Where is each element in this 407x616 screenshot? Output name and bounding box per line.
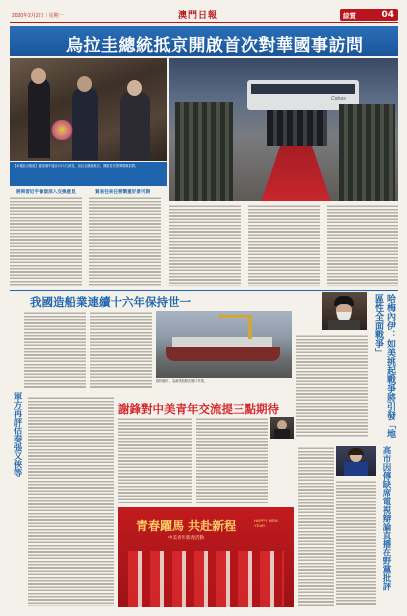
side-right2-body-2	[336, 480, 376, 606]
ship-deck	[172, 337, 272, 347]
story2-headline: 我國造船業連續十六年保持世一	[30, 295, 191, 309]
side-right2-photo	[336, 446, 376, 476]
person-head	[31, 68, 46, 84]
story2-caption: 資料圖片，為新造船舶在港口作業。	[156, 379, 207, 383]
story3-photo	[118, 507, 294, 607]
page-number: 04	[381, 9, 394, 20]
story3-photo-english: HAPPY NEW YEAR	[254, 518, 278, 528]
side-right-headline	[372, 294, 400, 444]
story1-photo-right	[169, 58, 398, 201]
bus-windows	[251, 84, 355, 94]
bus-sign: Cotrus	[331, 96, 346, 102]
red-carpet	[261, 140, 331, 201]
story3-photo-title: 青春躍馬 共赴新程	[136, 519, 237, 533]
masthead-logo: 澳門日報	[178, 11, 219, 21]
section-tab	[340, 9, 398, 21]
story1-caption-text: 【本報綜合報道】據香港中通社2月1日消息，烏拉圭總統抵京，開啟首次對華國事訪問。	[13, 164, 139, 168]
flowers	[50, 120, 74, 140]
story1-photo-left	[10, 58, 167, 161]
portrait-robe	[328, 320, 360, 330]
person-figure	[120, 92, 150, 161]
delegation-group	[267, 110, 327, 146]
story1-caption	[10, 162, 167, 186]
side-right-headline-text: 哈梅內伊：如美挑起戰爭將引發「地區性全面戰爭」	[373, 294, 395, 438]
person-head	[77, 76, 92, 92]
story3-photo-sub: 中美青年新春活動	[168, 536, 204, 541]
story1-body-col-3	[169, 204, 241, 286]
story2-body-col-2	[90, 311, 152, 389]
inset-suit	[274, 429, 290, 439]
story2-photo	[156, 311, 292, 378]
side-right2-headline	[380, 446, 400, 608]
performers	[128, 551, 284, 607]
portrait-hair	[348, 448, 364, 455]
side-right2-body-1	[298, 446, 334, 606]
side-left-body	[28, 396, 114, 606]
story1-subhead-right: 貿易往來任務繁重好景可期	[95, 190, 151, 195]
person-figure	[28, 78, 50, 158]
honor-guard-right	[339, 104, 395, 201]
portrait-suit	[344, 462, 368, 476]
story3-inset-photo	[270, 417, 294, 439]
story3-headline: 謝鋒對中美青年交流提三點期待	[118, 402, 279, 416]
header-rule	[10, 22, 398, 23]
page-header	[0, 0, 407, 26]
story1-subhead-left: 將與習近平會談深入交換意見	[16, 190, 76, 195]
header-date: 2020年2月2日｜星期一	[12, 13, 64, 19]
person-head	[127, 80, 142, 96]
side-left-headline-text: 軍方再評估奏張又俠等	[12, 392, 22, 477]
story3-body-col-2	[196, 417, 268, 503]
story1-body-col-1	[10, 196, 82, 286]
crane	[218, 315, 252, 318]
section-divider	[10, 290, 398, 291]
section-label: 綜質	[343, 12, 356, 20]
side-right-photo	[322, 292, 367, 330]
person-figure	[72, 88, 98, 160]
honor-guard-left	[175, 102, 233, 201]
story2-body-col-1	[24, 311, 86, 389]
story3-body-col-1	[118, 417, 192, 503]
story1-body-col-4	[248, 204, 320, 286]
story1-body-col-2	[89, 196, 161, 286]
side-right2-headline-text: 高市因傳缺席電視辯論直播在野黨批評	[381, 446, 391, 591]
ship-hull	[166, 347, 280, 361]
story1-body-col-5	[327, 204, 398, 286]
story1-headline: 烏拉圭總統抵京開啟首次對華國事訪問	[66, 36, 364, 56]
side-left-headline	[11, 392, 25, 478]
crane	[248, 315, 252, 339]
side-right-body	[296, 334, 368, 438]
story1-headline-bar	[10, 26, 398, 56]
